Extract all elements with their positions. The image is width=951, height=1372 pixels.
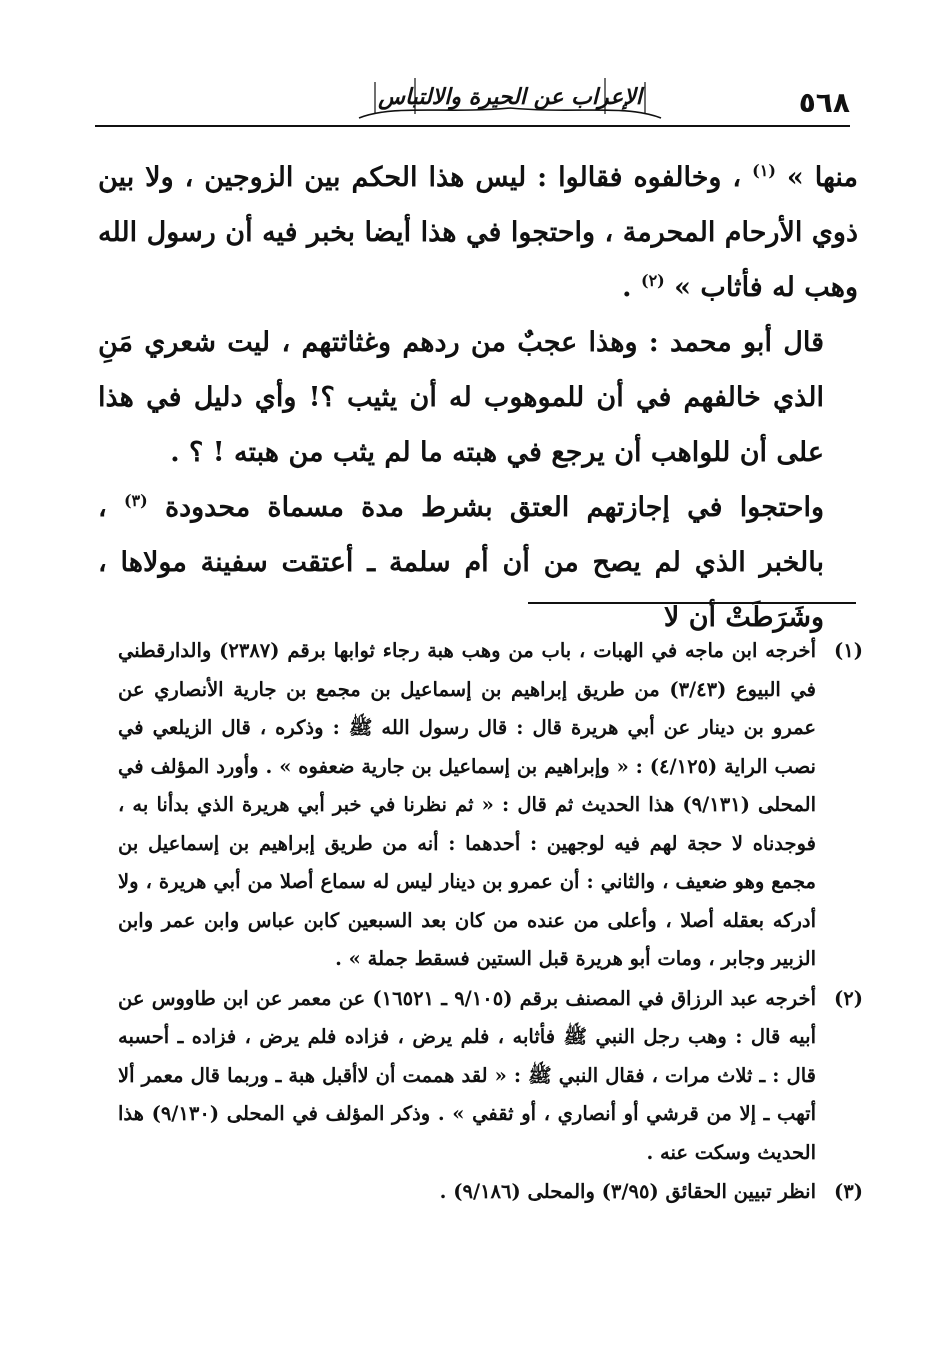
footnote-text: انظر تبيين الحقائق (٣/٩٥) والمحلى (٩/١٨٦) . — [439, 1180, 816, 1203]
footnote-separator — [528, 602, 856, 604]
header-rule — [95, 125, 850, 127]
footnote-text: أخرجه عبد الرزاق في المصنف برقم (٩/١٠٥ ـ ١٦٥٢١) عن معمر عن ابن طاووس عن أبيه قال : وهب رجل النبي ﷺ فأثابه ، فلم يرض ، فزاده فلم يرض ، فزاده ـ أحسبه قال : ـ ثلاث مرات ، فقال النبي ﷺ : « لقد هممت أن لاأقبل هبة ـ وربما قال معمر ألا أتهب ـ إلا من قرشي أو أنصاري ، أو ثقفي » . وذكر المؤلف في المحلى (٩/١٣٠) هذا الحديث وسكت عنه . — [118, 986, 817, 1164]
footnote-2 — [118, 980, 863, 1173]
footnote-number: (٣) — [834, 1180, 863, 1203]
paragraph-1-text-a: منها » — [786, 162, 859, 193]
paragraph-1-text-c: . — [622, 272, 632, 303]
footnote-3 — [118, 1173, 863, 1212]
footnote-ref-2: (٢) — [640, 271, 665, 290]
paragraph-1-text-b: ، وخالفوه فقالوا : ليس هذا الحكم بين الزوجين ، ولا بين ذوي الأرحام المحرمة ، واحتجوا في هذا أيضا بخبر فيه أن رسول الله وهب له فأثاب » — [98, 162, 858, 303]
paragraph-3 — [98, 480, 858, 645]
running-header — [95, 68, 850, 128]
footnote-number: (٢) — [834, 986, 863, 1010]
paragraph-3-text-b: ، بالخبر الذي لم يصح من أن أم سلمة ـ أعتقت سفينة مولاها ، وشَرَطَتْ أن لا — [98, 492, 824, 633]
paragraph-1 — [98, 150, 858, 315]
footnote-number: (١) — [834, 639, 863, 662]
book-title: الإعراب عن الحيرة والالتباس — [378, 85, 642, 110]
footnote-text: أخرجه ابن ماجه في الهبات ، باب من وهب هبة رجاء ثوابها برقم (٢٣٨٧) والدارقطني في البيوع (٣/٤٣) من طريق إبراهيم بن إسماعيل بن مجمع بن جارية الأنصاري عن عمرو بن دينار عن أبي هريرة قال : قال رسول الله ﷺ : وذكره ، قال الزيلعي في نصب الراية (٤/١٢٥) : « وإبراهيم بن إسماعيل بن جارية ضعفوه » . وأورد المؤلف في المحلى (٩/١٣١) هذا الحديث ثم قال : « ثم نظرنا في خبر أبي هريرة الذي بدأنا به ، فوجدناه لا حجة لهم فيه لوجهين : أحدهما : أنه من طريق إبراهيم بن إسماعيل بن مجمع وهو ضعيف ، والثاني : أن عمرو بن دينار ليس له سماع أصلا من أبي هريرة ، ولا أدركه بعقله أصلا ، وأعلى من عنده من كان بعد السبعين كابن عباس وابن عمر وابن الزبير وجابر ، ومات أبو هريرة قبل الستين فسقط جملة » . — [118, 639, 816, 970]
main-text — [98, 150, 858, 645]
page-number: ٥٦٨ — [798, 86, 850, 119]
footnotes — [118, 632, 863, 1213]
footnote-1 — [118, 632, 863, 979]
paragraph-3-text-a: واحتجوا في إجازتهم العتق بشرط مدة مسماة محدودة — [164, 492, 825, 523]
footnote-ref-3: (٣) — [123, 491, 148, 510]
footnote-ref-1: (١) — [752, 161, 776, 180]
paragraph-2: قال أبو محمد : وهذا عجبٌ من ردهم وغثاثتهم ، ليت شعري مَنِ الذي خالفهم في أن للموهوب له أن يثيب ؟! وأي دليل في هذا على أن للواهب أن يرجع في هبته ما لم يثب من هبته ! ؟ . — [98, 327, 824, 468]
